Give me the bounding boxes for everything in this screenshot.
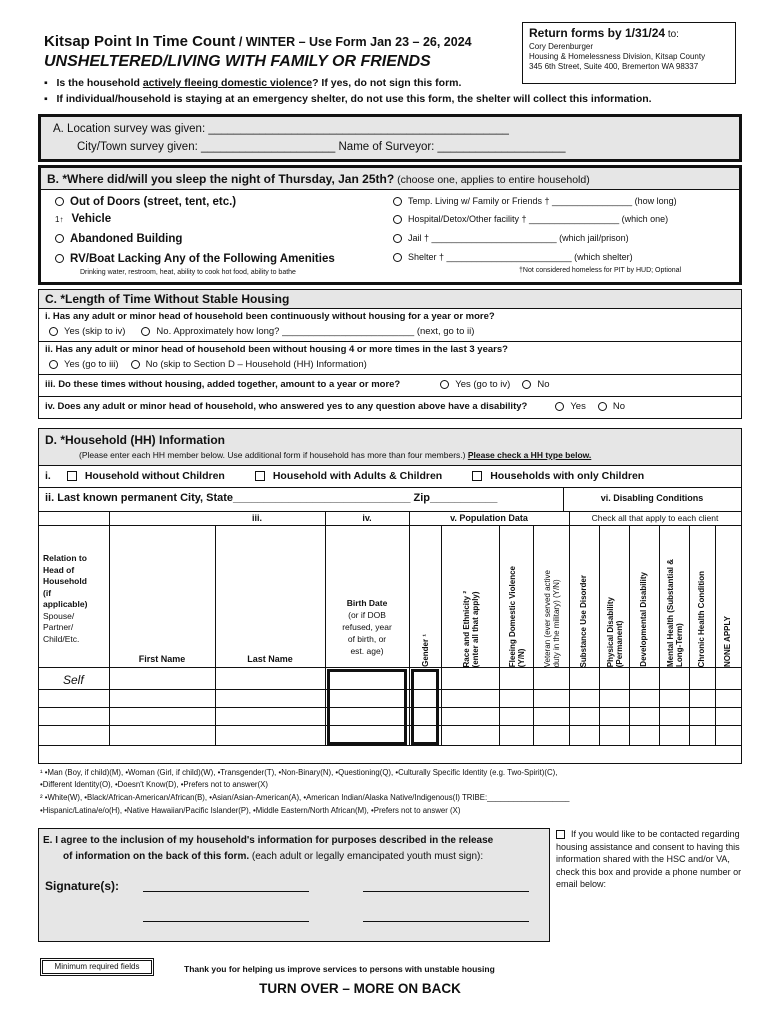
section-b <box>38 165 742 285</box>
signature-line-2[interactable] <box>363 891 529 892</box>
bullet1-ul: actively fleeing domestic violence <box>142 77 313 89</box>
radio-icon[interactable] <box>598 402 607 411</box>
c-q4 <box>45 401 625 412</box>
rel-4: applicable) <box>43 599 88 609</box>
radio-icon[interactable] <box>393 215 402 224</box>
title-rest: / WINTER – Use Form Jan 23 – 26, 2024 <box>235 35 472 49</box>
b-option-vehicle[interactable] <box>55 213 111 225</box>
section-c <box>38 289 742 419</box>
rel-1: Head of <box>43 564 75 575</box>
bd-0: Birth Date <box>346 598 388 608</box>
section-d-note <box>79 450 591 460</box>
radio-icon[interactable] <box>393 197 402 206</box>
c-q4-text: iv. Does any adult or minor head of household, who answered yes to any question above have a disability? <box>45 401 528 412</box>
b-opt-1: Vehicle <box>71 213 112 225</box>
footnote-1b: •Different Identity(O), •Doesn't Know(D), •Prefers not to answer(X) <box>40 780 268 789</box>
vcol-mental-health: Mental Health (Substantial & Long-Term) <box>666 558 684 667</box>
rel-7: Child/Etc. <box>43 633 80 644</box>
radio-icon[interactable] <box>55 197 64 206</box>
b-opt-3: RV/Boat Lacking Any of the Following Amenities <box>70 253 335 265</box>
section-d-title: D. *Household (HH) Information <box>45 433 225 447</box>
section-b-title-note: (choose one, applies to entire household) <box>394 174 590 186</box>
bd-2: refused, year <box>342 622 392 632</box>
e-line-2 <box>63 851 483 862</box>
rel-2: Household <box>43 576 87 586</box>
b-opt-2: Abandoned Building <box>70 233 183 245</box>
vcol-veteran: Veteran (ever served active duty in the military) (Y/N) <box>543 569 561 667</box>
b-rv-note: Drinking water, restroom, heat, ability to cook hot food, ability to bathe <box>80 269 296 276</box>
c-q3-text: iii. Do these times without housing, added together, amount to a year or more? <box>45 379 401 390</box>
hh-type-2[interactable]: Households with only Children <box>490 470 645 482</box>
c-q3-yes[interactable]: Yes (go to iv) <box>455 379 511 390</box>
radio-icon[interactable] <box>393 234 402 243</box>
c-q2-yes[interactable]: Yes (go to iii) <box>64 359 119 370</box>
b-option-out-of-doors[interactable] <box>55 196 236 208</box>
rel-3: (if <box>43 587 52 598</box>
bullet1-pre: Is the household <box>56 77 143 89</box>
footnote-2a: ² •White(W), •Black/African-American/African(B), •Asian/Asian-American(A), •American Indian/Alaska Native/Indigenous(I) TRIBE:___________________ <box>40 793 570 802</box>
rel-6: Partner/ <box>43 622 74 632</box>
vcol-substance: Substance Use Disorder <box>579 574 588 667</box>
b-ropt-2: Jail † _________________________ (which jail/prison) <box>408 233 629 243</box>
c-q4-no[interactable]: No <box>612 401 625 412</box>
bullet1-post: ? If yes, do not sign this form. <box>312 77 462 89</box>
b-option-rv[interactable] <box>55 253 335 265</box>
footer-thanks: Thank you for helping us improve services to persons with unstable housing <box>184 964 495 974</box>
c-q3 <box>45 379 549 390</box>
b-opt-0: Out of Doors (street, tent, etc.) <box>70 196 237 208</box>
birthdate-required-box[interactable] <box>327 669 407 745</box>
vcol-developmental: Developmental Disability <box>639 572 648 667</box>
hh-type-0[interactable]: Household without Children <box>84 470 225 482</box>
c-q2: ii. Has any adult or minor head of household been without housing 4 or more times in the last 3 years? <box>45 344 508 355</box>
return-line-2: Housing & Homelessness Division, Kitsap County <box>529 52 706 61</box>
relation-header <box>43 553 87 645</box>
vcol-gender: Gender ¹ <box>421 634 430 667</box>
vcol-physical: Physical Disability (Permanent) <box>606 596 624 667</box>
col-iii-label: iii. <box>251 513 262 523</box>
c-q1-yes[interactable]: Yes (skip to iv) <box>64 326 126 337</box>
c-q1-answers <box>49 326 474 337</box>
bd-3: of birth, or <box>347 634 387 644</box>
contact-checkbox-icon[interactable] <box>556 830 565 839</box>
radio-icon[interactable] <box>49 360 58 369</box>
form-subtitle: UNSHELTERED/LIVING WITH FAMILY OR FRIENDS <box>44 53 431 70</box>
section-b-title <box>47 172 590 186</box>
signature-line-4[interactable] <box>363 921 529 922</box>
vcol-fleeing-dv: Fleeing Domestic Violence (Y/N) <box>508 565 526 667</box>
radio-icon[interactable] <box>522 380 531 389</box>
header-bullet-2: ▪ If individual/household is staying at an emergency shelter, do not use this form, the shelter will collect this information. <box>44 93 652 105</box>
section-a-line-1[interactable]: A. Location survey was given: _______________________________________________ <box>53 123 509 135</box>
last-name-header: Last Name <box>247 654 293 664</box>
self-label: Self <box>63 673 84 687</box>
title-bold: Kitsap Point In Time Count <box>44 33 236 50</box>
section-d <box>38 428 742 764</box>
d-note-ul: Please check a HH type below. <box>467 450 592 460</box>
signature-label: Signature(s): <box>45 879 120 893</box>
c-q1-no[interactable]: No. Approximately how long? _________________________ (next, go to ii) <box>156 326 475 337</box>
section-e <box>38 828 550 942</box>
checkbox-icon[interactable] <box>255 471 265 481</box>
form-title <box>44 33 472 50</box>
b-right-note: †Not considered homeless for PIT by HUD; Optional <box>519 267 682 274</box>
c-q2-answers <box>49 359 367 370</box>
b-option-jail[interactable] <box>393 233 629 243</box>
radio-icon[interactable] <box>131 360 140 369</box>
bd-1: (or if DOB <box>348 610 386 620</box>
section-c-title: C. *Length of Time Without Stable Housing <box>45 292 290 306</box>
col-iv-label: iv. <box>362 513 372 523</box>
footnote-2b: •Hispanic/Latina/e/o(H), •Native Hawaiian/Pacific Islander(P), •Middle Eastern/North African(M), •Prefers not to answer (X) <box>40 806 461 815</box>
last-known-city[interactable]: ii. Last known permanent City, State_____________________________ Zip___________ <box>45 492 498 504</box>
contact-consent <box>556 828 752 891</box>
e-line-2-bold: of information on the back of this form. <box>63 851 250 862</box>
section-b-title-main: B. *Where did/will you sleep the night of Thursday, Jan 25th? <box>47 172 395 186</box>
b-ropt-0: Temp. Living w/ Family or Friends † ________________ (how long) <box>408 196 677 206</box>
min-required-text: Minimum required fields <box>54 962 140 971</box>
radio-icon[interactable] <box>393 253 402 262</box>
radio-icon[interactable] <box>49 327 58 336</box>
c-q3-no[interactable]: No <box>537 379 550 390</box>
footnote-1a: ¹ •Man (Boy, if child)(M), •Woman (Girl, if child)(W), •Transgender(T), •Non-Binary(N), •Questioning(Q), •Culturally Specific Identity (e.g. Two-Spirit)(C), <box>40 768 558 777</box>
b-option-temp-living[interactable] <box>393 196 677 206</box>
d-note-pre: (Please enter each HH member below. Use additional form if household has more than four members.) <box>79 450 468 460</box>
rel-0: Relation to <box>43 553 87 563</box>
radio-icon[interactable] <box>555 402 564 411</box>
rel-5: Spouse/ <box>43 610 75 621</box>
vcol-race: Race and Ethnicity ² (enter all that apply) <box>462 590 480 667</box>
section-a-line-2[interactable]: City/Town survey given: _____________________ Name of Surveyor: ____________________ <box>77 141 566 153</box>
checkbox-icon[interactable] <box>472 471 482 481</box>
col-v-label: v. Population Data <box>450 513 528 523</box>
header-bullet-1: ▪ Is the household actively fleeing domestic violence? If yes, do not sign this form. <box>44 77 462 89</box>
c-q2-no[interactable]: No (skip to Section D – Household (HH) Information) <box>145 359 367 370</box>
gender-required-box[interactable] <box>411 669 439 745</box>
checkbox-icon[interactable] <box>67 471 77 481</box>
disabling-title: vi. Disabling Conditions <box>600 493 704 503</box>
b-option-hospital[interactable] <box>393 214 668 224</box>
return-line-3: 345 6th Street, Suite 400, Bremerton WA 98337 <box>529 62 699 71</box>
bullet2-text: If individual/household is staying at an emergency shelter, do not use this form, the shelter will collect this information. <box>56 93 652 105</box>
b-ropt-3: Shelter † _________________________ (which shelter) <box>408 252 633 262</box>
radio-icon[interactable] <box>55 234 64 243</box>
section-a <box>38 114 742 162</box>
c-q4-yes[interactable]: Yes <box>570 401 586 412</box>
birth-date-header <box>325 597 409 657</box>
return-title: Return forms by 1/31/24 <box>529 26 666 40</box>
hh-type-row <box>45 470 644 482</box>
first-name-header: First Name <box>138 654 186 664</box>
contact-text: If you would like to be contacted regarding housing assistance and consent to having this information shared with the HSC and/or VA, check this box and provide a phone number or email below: <box>556 829 742 889</box>
b-ropt-1: Hospital/Detox/Other facility † __________________ (which one) <box>408 214 669 224</box>
return-line-1: Cory Derenburger <box>529 42 594 51</box>
hh-type-1[interactable]: Household with Adults & Children <box>272 470 443 482</box>
radio-icon[interactable] <box>55 254 64 263</box>
household-table <box>39 511 741 763</box>
c-q1: i. Has any adult or minor head of household been continuously without housing for a year or more? <box>45 311 495 322</box>
min-required-legend <box>40 958 154 976</box>
vehicle-prefix: 1↑ <box>55 215 64 224</box>
vcol-none-apply: NONE APPLY <box>723 616 732 667</box>
return-box <box>522 22 736 84</box>
b-option-abandoned[interactable] <box>55 233 182 245</box>
footer-turn-over: TURN OVER – MORE ON BACK <box>259 981 461 996</box>
hh-row-label: i. <box>45 470 51 482</box>
radio-icon[interactable] <box>440 380 449 389</box>
return-title-suffix: to: <box>665 29 679 40</box>
e-line-1: E. I agree to the inclusion of my household's information for purposes described in the release <box>43 835 494 846</box>
e-line-2-rest: (each adult or legally emancipated youth must sign): <box>249 851 484 862</box>
b-option-shelter[interactable] <box>393 252 633 262</box>
radio-icon[interactable] <box>141 327 150 336</box>
bd-4: est. age) <box>350 646 384 656</box>
signature-line-1[interactable] <box>143 891 309 892</box>
check-all-label: Check all that apply to each client <box>591 513 719 523</box>
signature-line-3[interactable] <box>143 921 309 922</box>
vcol-chronic: Chronic Health Condition <box>697 570 706 667</box>
